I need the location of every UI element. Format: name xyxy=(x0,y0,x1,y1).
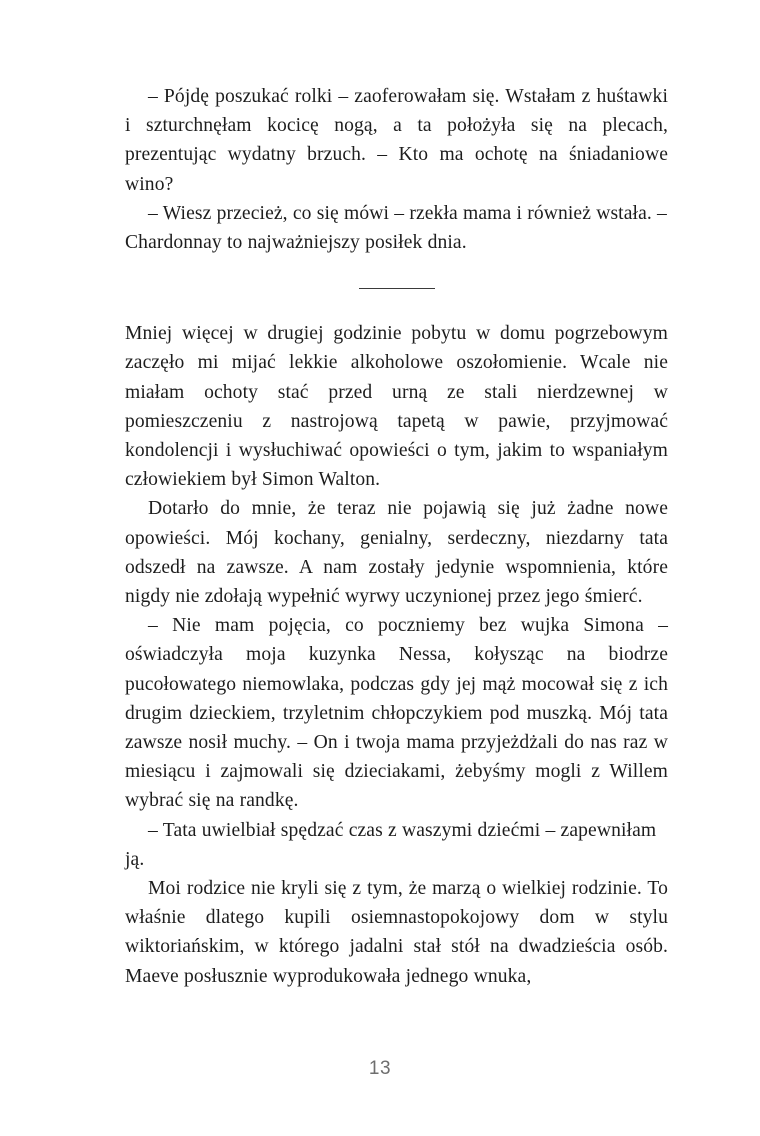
paragraph: – Pójdę poszukać rolki – zaoferowałam się. Wstałam z huśtawki i szturchnęłam kocicę nogą, a ta położyła się na plecach, prezentując wydatny brzuch. – Kto ma ochotę na śniadaniowe wino? xyxy=(125,86,668,195)
page-text-block xyxy=(125,82,668,991)
paragraph: – Wiesz przecież, co się mówi – rzekła mama i również wstała. – Chardonnay to najważniejszy posiłek dnia. xyxy=(125,202,667,254)
paragraph: – Tata uwielbiał spędzać czas z waszymi dziećmi – zapewniłam ją. xyxy=(125,819,657,870)
paragraph: Moi rodzice nie kryli się z tym, że marzą o wielkiej rodzinie. To właśnie dlatego kupili osiemnastopokojowy dom w stylu wiktoriańskim, w którego jadalni stał stół na dwadzieścia osób. Maeve posłusznie wyprodukowała jednego wnuka, xyxy=(125,878,668,987)
paragraph: Dotarło do mnie, że teraz nie pojawią się już żadne nowe opowieści. Mój kochany, genialny, serdeczny, niezdarny tata odszedł na zawsze. A nam zostały jedynie wspomnienia, które nigdy nie zdołają wypełnić wyrwy uczynionej przez jego śmierć. xyxy=(125,498,668,608)
divider-rule xyxy=(359,288,435,289)
page-number: 13 xyxy=(368,1058,392,1079)
paragraph: Mniej więcej w drugiej godzinie pobytu w domu pogrzebowym zaczęło mi mijać lekkie alkoholowe oszołomienie. Wcale nie miałam ochoty stać przed urną ze stali nierdzewnej w pomieszczeniu z nastrojową tapetą w pawie, przyjmować kondolencji i wysłuchiwać opowieści o tym, jakim to wspaniałym człowiekiem był Simon Walton. xyxy=(125,323,668,491)
section-divider xyxy=(125,257,668,319)
paragraph: – Nie mam pojęcia, co poczniemy bez wujka Simona – oświadczyła moja kuzynka Nessa, kołysząc na biodrze pucołowatego niemowlaka, podczas gdy jej mąż mocował się z ich drugim dzieckiem, trzyletnim chłopczykiem pod muszką. Mój tata zawsze nosił muchy. – On i twoja mama przyjeżdżali do nas raz w miesiącu i zajmowali się dzieciakami, żebyśmy mogli z Willem wybrać się na randkę. xyxy=(125,615,668,812)
